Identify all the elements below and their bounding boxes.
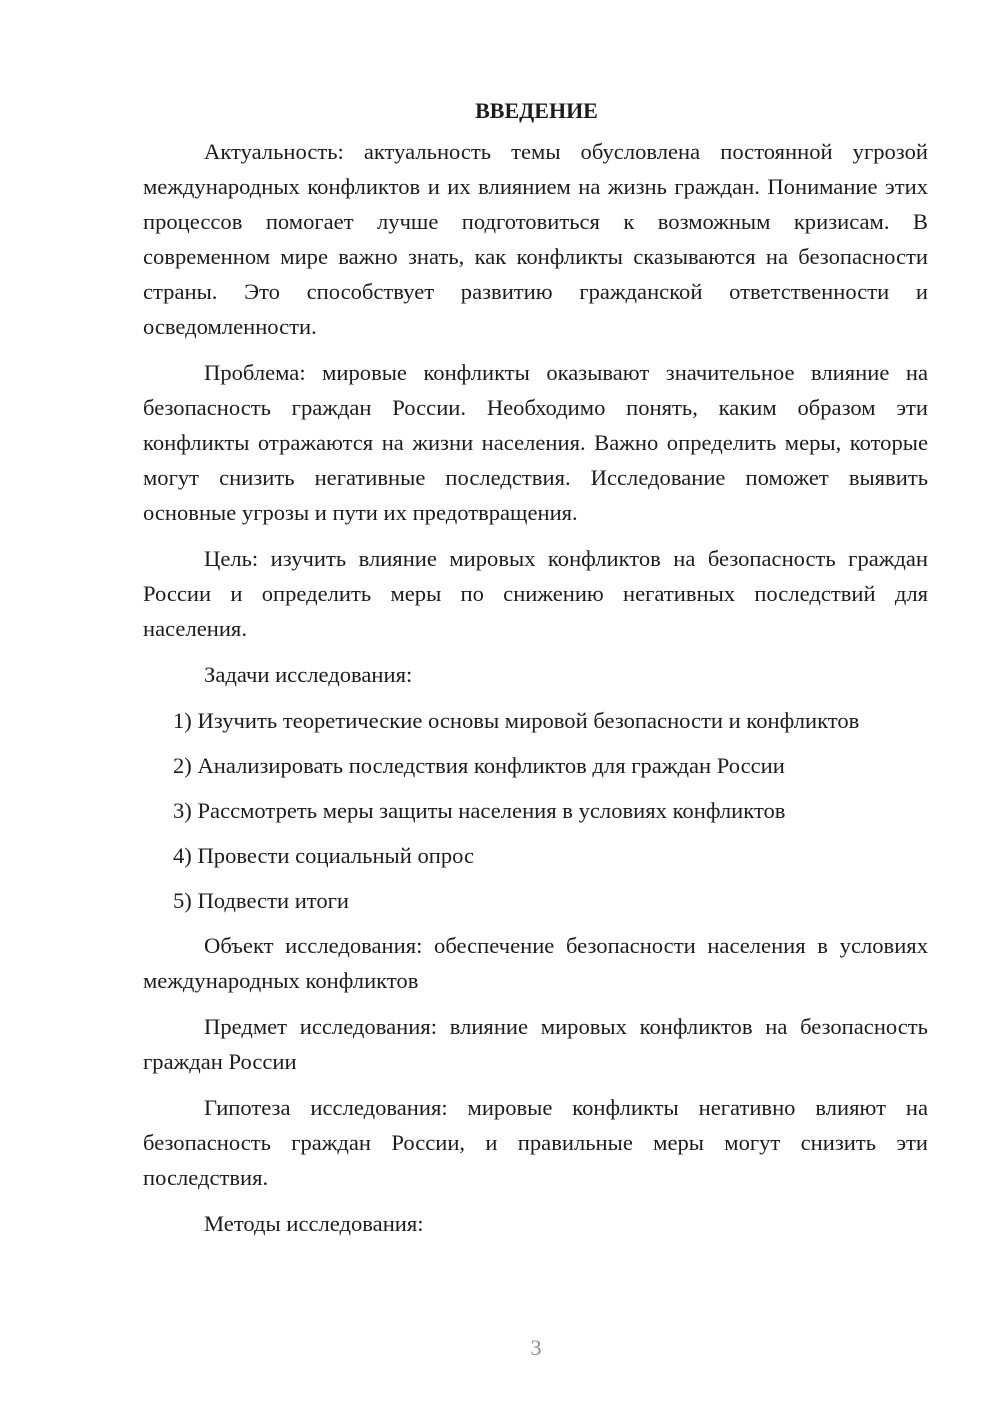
page-content	[143, 93, 928, 1252]
task-item-4: 4) Провести социальный опрос	[173, 843, 475, 868]
tasks-heading: Задачи исследования:	[204, 662, 413, 687]
problem-paragraph: Проблема: мировые конфликты оказывают значительное влияние на безопасность граждан России. Необходимо понять, каким образом эти конфликты отражаются на жизни населения. Важно определить меры, которые могут снизить негативные последствия. Исследование поможет выявить основные угрозы и пути их предотвращения.	[143, 360, 928, 525]
relevance-paragraph: Актуальность: актуальность темы обусловлена постоянной угрозой международных конфликтов и их влиянием на жизнь граждан. Понимание этих процессов помогает лучше подготовиться к возможным кризисам. В современном мире важно знать, как конфликты сказываются на безопасности страны. Это способствует развитию гражданской ответственности и осведомленности.	[143, 139, 928, 339]
object-paragraph: Объект исследования: обеспечение безопасности населения в условиях международных конфликтов	[143, 933, 928, 993]
section-title: ВВЕДЕНИЕ	[475, 98, 598, 123]
hypothesis-paragraph: Гипотеза исследования: мировые конфликты негативно влияют на безопасность граждан России, и правильные меры могут снизить эти последствия.	[143, 1095, 928, 1190]
subject-paragraph: Предмет исследования: влияние мировых конфликтов на безопасность граждан России	[143, 1014, 928, 1074]
task-item-5: 5) Подвести итоги	[173, 888, 350, 913]
task-item-1: 1) Изучить теоретические основы мировой безопасности и конфликтов	[173, 708, 860, 733]
page-number: 3	[530, 1335, 542, 1360]
task-item-2: 2) Анализировать последствия конфликтов для граждан России	[173, 753, 785, 778]
goal-paragraph: Цель: изучить влияние мировых конфликтов на безопасность граждан России и определить меры по снижению негативных последствий для населения.	[143, 546, 928, 641]
task-item-3: 3) Рассмотреть меры защиты населения в условиях конфликтов	[173, 798, 786, 823]
methods-heading: Методы исследования:	[204, 1211, 424, 1236]
